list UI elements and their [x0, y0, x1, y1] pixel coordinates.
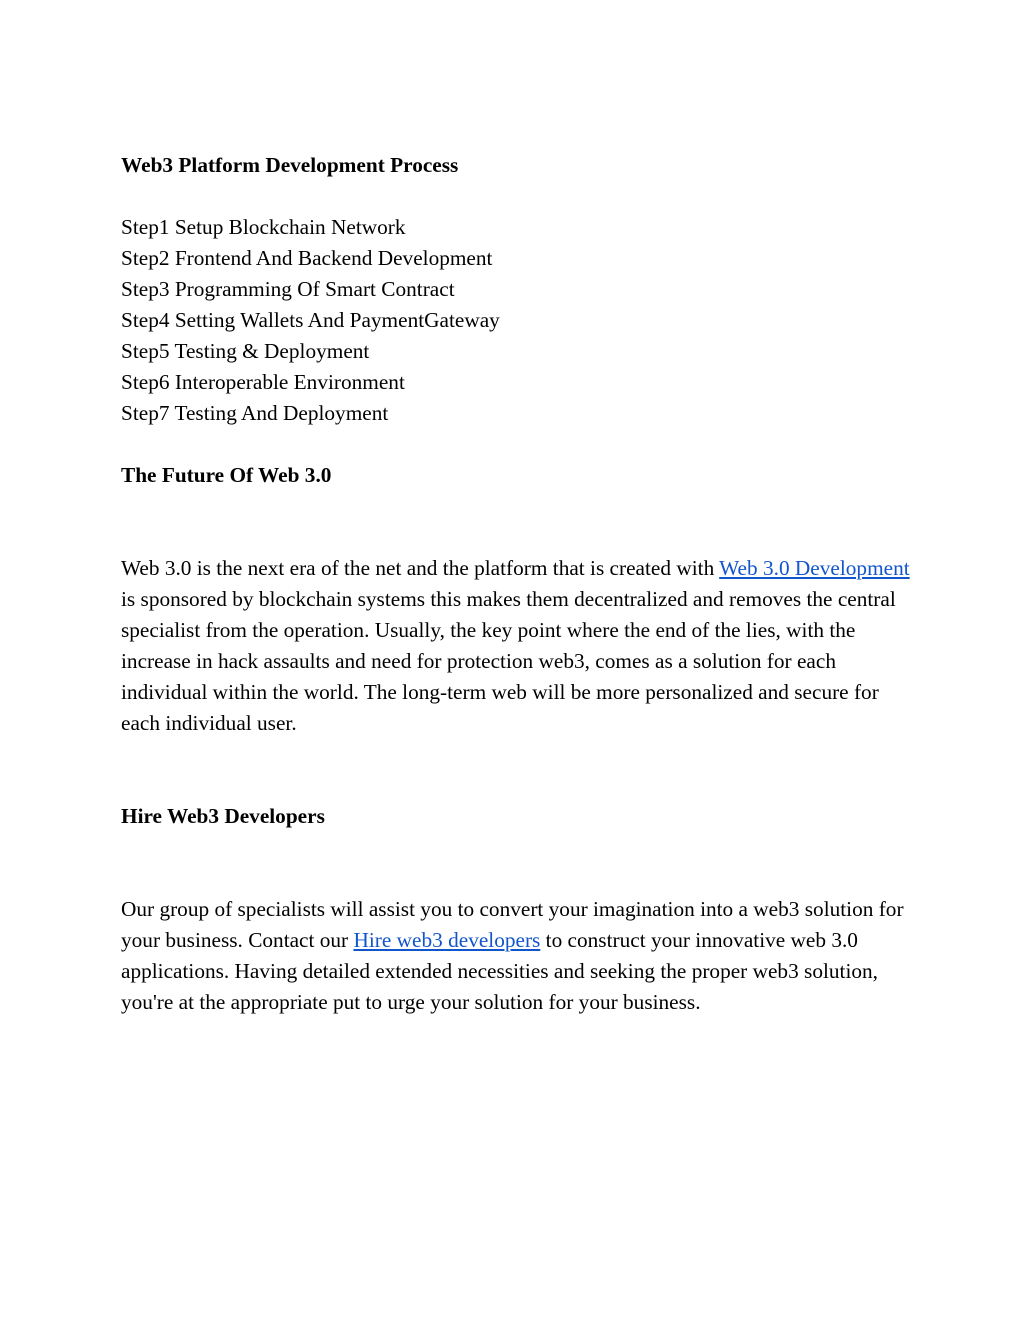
step-item: Step3 Programming Of Smart Contract: [121, 277, 455, 301]
document-body: [121, 150, 911, 1018]
step-item: Step5 Testing & Deployment: [121, 339, 370, 363]
hire-text-before: Our group of specialists will assist you to convert your imagination into a web3 solution for your business. Contact our: [121, 897, 904, 952]
steps-list: [121, 212, 911, 429]
heading-hire: Hire Web3 Developers: [121, 804, 325, 828]
web3-development-link[interactable]: Web 3.0 Development: [719, 556, 910, 580]
hire-web3-developers-link[interactable]: Hire web3 developers: [353, 928, 541, 952]
future-text-after: is sponsored by blockchain systems this makes them decentralized and removes the central specialist from the operation. Usually, the key point where the end of the lies, with the increase in hack assaults and need for protection web3, comes as a solution for each individual within the world. The long-term web will be more personalized and secure for each individual user.: [121, 587, 896, 735]
future-text-before: Web 3.0 is the next era of the net and the platform that is created with: [121, 556, 720, 580]
hire-text-after: to construct your innovative web 3.0 applications. Having detailed extended necessities and seeking the proper web3 solution, you're at the appropriate put to urge your solution for your business.: [121, 928, 879, 1014]
step-item: Step2 Frontend And Backend Development: [121, 246, 493, 270]
future-paragraph: [121, 553, 911, 739]
heading-future: The Future Of Web 3.0: [121, 463, 332, 487]
step-item: Step7 Testing And Deployment: [121, 401, 389, 425]
step-item: Step1 Setup Blockchain Network: [121, 215, 406, 239]
step-item: Step4 Setting Wallets And PaymentGateway: [121, 308, 500, 332]
heading-process: Web3 Platform Development Process: [121, 153, 459, 177]
step-item: Step6 Interoperable Environment: [121, 370, 405, 394]
hire-paragraph: [121, 894, 911, 1018]
